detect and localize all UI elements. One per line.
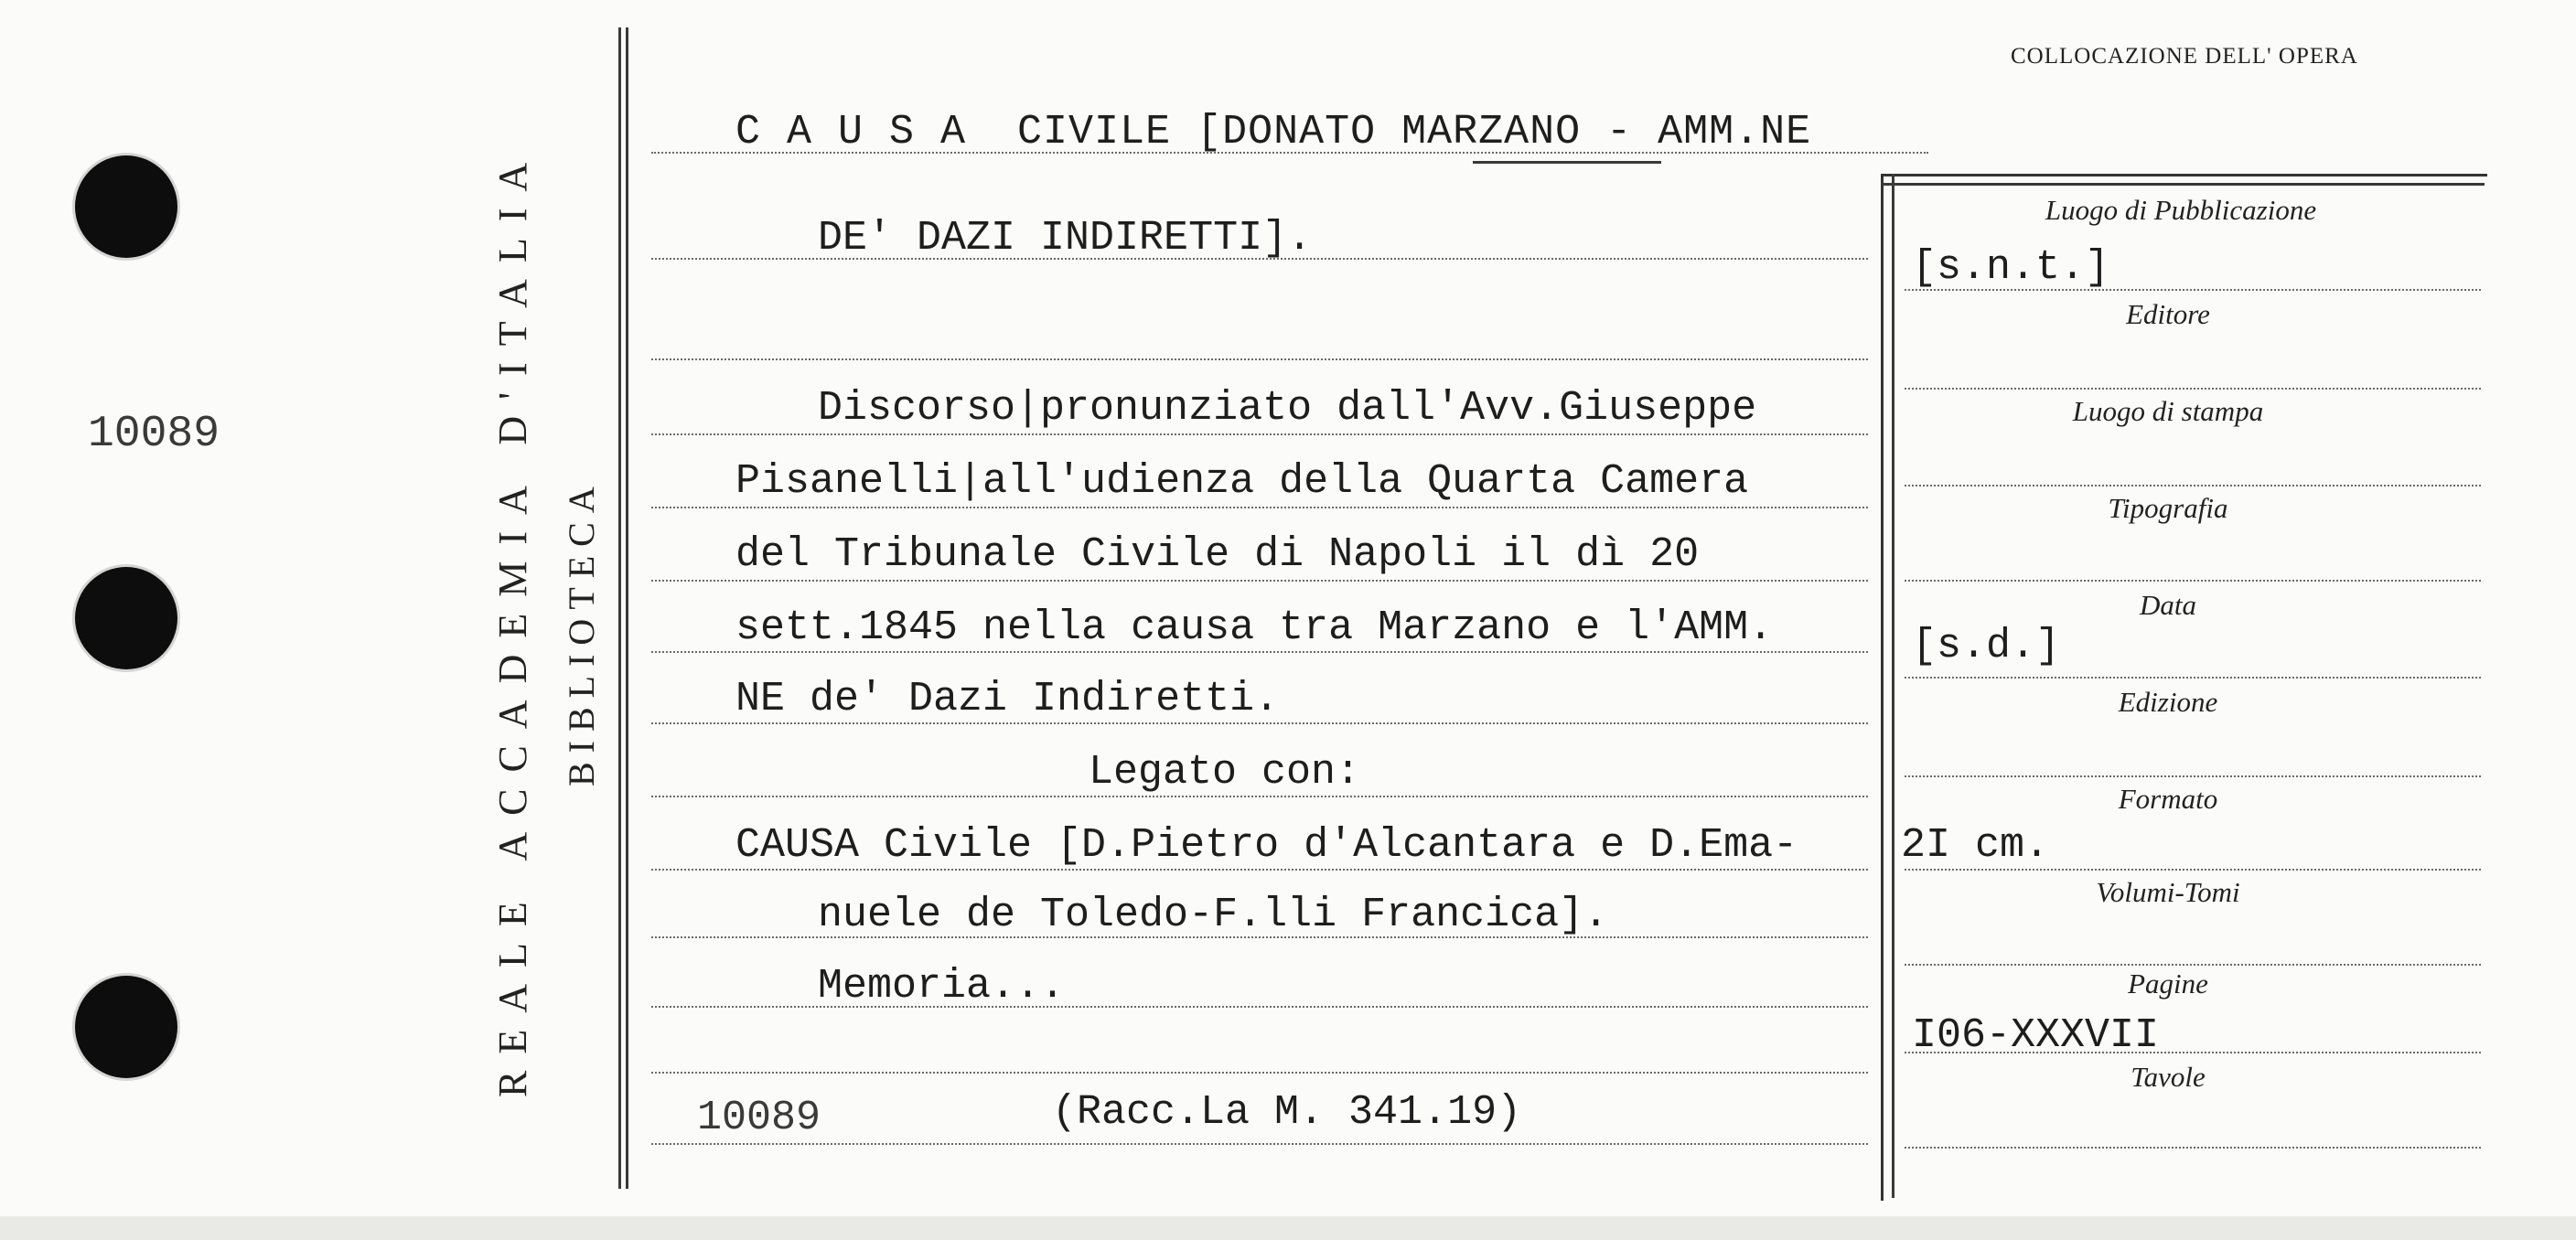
- accession-number: 10089: [88, 410, 220, 459]
- value-luogo: [s.n.t.]: [1912, 244, 2110, 291]
- punch-hole-middle: [75, 567, 177, 669]
- label-editore: Editore: [2126, 298, 2210, 330]
- details-box-line: [1892, 174, 1894, 1198]
- field-line: [1905, 1147, 2481, 1149]
- line: [651, 796, 1868, 797]
- entry-line6: sett.1845 nella causa tra Marzano e l'AMM.: [735, 604, 1774, 651]
- line: [651, 433, 1868, 435]
- line: [651, 358, 1868, 360]
- entry-line4: Pisanelli|all'udienza della Quarta Camera: [735, 458, 1749, 505]
- punch-hole-bottom: [75, 976, 177, 1078]
- entry-line3: Discorso|pronunziato dall'Avv.Giuseppe: [818, 385, 1757, 432]
- label-edizione: Edizione: [2118, 686, 2218, 718]
- line: [651, 1072, 1868, 1074]
- value-data: [s.d.]: [1912, 623, 2061, 669]
- collocation-label: COLLOCAZIONE DELL' OPERA: [2011, 44, 2358, 69]
- line: [651, 869, 1868, 871]
- field-line: [1905, 388, 2481, 390]
- line: [651, 651, 1868, 653]
- shelfmark: (Racc.La M. 341.19): [1052, 1089, 1522, 1136]
- label-data: Data: [2140, 589, 2196, 621]
- entry-title-line1: C A U S A CIVILE [DONATO MARZANO - AMM.NE: [735, 109, 1812, 155]
- line: [651, 1143, 1868, 1145]
- library-sub-stamp: BIBLIOTECA: [561, 477, 602, 786]
- value-pagine: I06-XXXVII: [1912, 1012, 2160, 1059]
- library-stamp: REALE ACCADEMIA D'ITALIA: [490, 145, 535, 1097]
- field-line: [1905, 775, 2481, 777]
- label-tipografia: Tipografia: [2108, 492, 2228, 524]
- entry-line7: NE de' Dazi Indiretti.: [735, 676, 1280, 722]
- value-formato: 2I cm.: [1901, 822, 2050, 869]
- entry-line10: nuele de Toledo-F.lli Francica].: [818, 892, 1609, 938]
- entry-line11: Memoria...: [818, 963, 1066, 1010]
- field-line: [1905, 869, 2481, 871]
- line: [651, 722, 1868, 724]
- margin-line: [618, 27, 621, 1189]
- card-bottom-edge: [0, 1216, 2576, 1240]
- label-formato: Formato: [2118, 783, 2218, 815]
- field-line: [1905, 485, 2481, 486]
- line: [651, 580, 1868, 582]
- label-tavole: Tavole: [2131, 1061, 2206, 1093]
- field-line: [1905, 677, 2481, 679]
- label-luogo-stampa: Luogo di stampa: [2072, 395, 2264, 427]
- details-box-top: [1881, 183, 2485, 186]
- punch-hole-top: [75, 155, 177, 258]
- line: [651, 507, 1868, 508]
- field-line: [1905, 580, 2481, 582]
- field-line: [1905, 964, 2481, 966]
- underline-marzano: [1473, 161, 1661, 164]
- label-luogo-pubblicazione: Luogo di Pubblicazione: [2045, 194, 2317, 226]
- label-volumi-tomi: Volumi-Tomi: [2096, 876, 2240, 908]
- entry-line5: del Tribunale Civile di Napoli il dì 20: [735, 531, 1700, 578]
- entry-line8: Legato con:: [1089, 749, 1361, 796]
- bottom-number: 10089: [697, 1095, 821, 1141]
- label-pagine: Pagine: [2128, 967, 2208, 999]
- entry-title-line2: DE' DAZI INDIRETTI].: [818, 215, 1313, 262]
- margin-line-inner: [626, 27, 628, 1189]
- entry-line9: CAUSA Civile [D.Pietro d'Alcantara e D.Ema-: [735, 822, 1798, 869]
